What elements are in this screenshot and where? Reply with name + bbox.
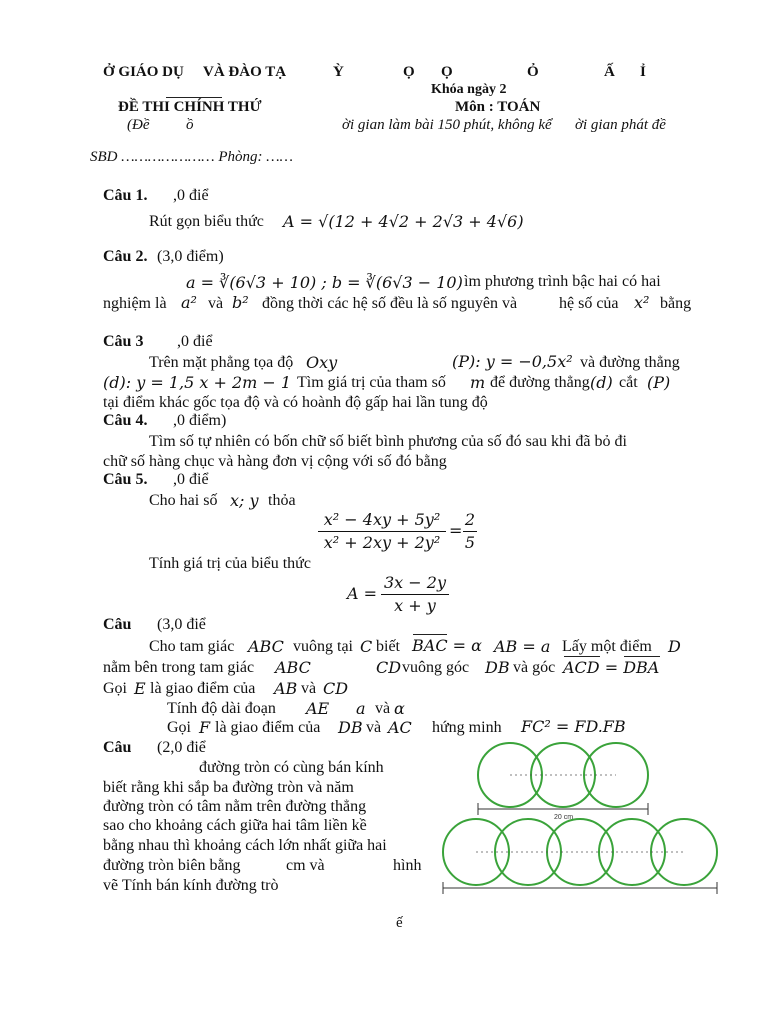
q5-line1a: Cho hai số [149, 492, 218, 509]
paren-note-o: ồ [186, 117, 194, 133]
q5-frac-den: x² + 2xy + 2y² [323, 533, 441, 552]
q5-ratio-num: 2 [464, 510, 476, 529]
q5-ratio [463, 510, 477, 553]
q2-line2b: đồng thời các hệ số đều là số nguyên và [262, 295, 518, 312]
time-note-2: ời gian phát đề [575, 117, 666, 133]
q3-line-d: (d): y = 1,5 x + 2m − 1 [103, 373, 292, 392]
header-char-1: Ỳ [333, 64, 344, 80]
q5-line1b: thỏa [268, 492, 296, 509]
page-footer: ế [396, 915, 403, 931]
q5-condition-fraction [318, 510, 446, 553]
q7-line5: bằng nhau thì khoảng cách lớn nhất giữa hai [103, 837, 387, 854]
q4-line1: Tìm số tự nhiên có bốn chữ số biết bình phương của số đó sau khi đã bỏ đi [149, 433, 627, 450]
q7-line6b: cm và [286, 857, 325, 874]
header-char-6: Ỉ [640, 64, 646, 80]
q6-db2: DB [338, 718, 363, 737]
q5-frac-num: x² − 4xy + 5y² [323, 510, 441, 529]
q1-label: Câu 1. [103, 187, 148, 204]
q6-line1d: Lấy một điểm [562, 638, 652, 655]
header-char-5: Ấ [604, 64, 615, 80]
q6-arc-dba [624, 656, 660, 657]
q7-label: Câu [103, 739, 132, 756]
q7-line6a: đường tròn biên bằng [103, 857, 241, 874]
q4-points: ,0 điểm) [173, 412, 227, 429]
q2-va: và [208, 295, 224, 312]
q2-label: Câu 2. [103, 248, 148, 265]
q6-line1c: biết [376, 638, 400, 655]
header-dept-2: VÀ ĐÀO TẠ [203, 64, 287, 80]
q5-xy: x; y [230, 491, 259, 510]
q2-tail: ìm phương trình bậc hai có hai [464, 273, 661, 290]
q5-label: Câu 5. [103, 471, 148, 488]
dimension-label-top: 20 cm [554, 814, 574, 821]
q2-line2c: hệ số của [559, 295, 619, 312]
q2-line2d: bằng [660, 295, 692, 312]
header-char-4: Ỏ [527, 64, 539, 80]
q6-d: D [668, 637, 681, 656]
course-day: Khóa ngày 2 [431, 82, 507, 97]
q2-x2: x² [634, 293, 650, 312]
q7-points: (2,0 điể [157, 739, 206, 756]
q6-db: DB [485, 658, 510, 677]
q6-angle-acd: ACD = DBA [563, 658, 660, 677]
circles-figure [432, 735, 732, 895]
q5-a-eq: A = [347, 584, 378, 603]
q6-alpha: α [394, 699, 405, 718]
q6-line4a: Tính độ dài đoạn [167, 700, 276, 717]
official-label: ĐỀ THI CHÍNH THỨ [118, 99, 262, 115]
q4-label: Câu 4. [103, 412, 148, 429]
q7-line1: đường tròn có cùng bán kính [199, 759, 384, 776]
header-underline [166, 97, 222, 98]
q6-line1b: vuông tại [293, 638, 353, 655]
q6-line2b: vuông góc [402, 659, 470, 676]
q4-line2: chữ số hàng chục và hàng đơn vị cộng với số đó bằng [103, 453, 447, 470]
q3-d: (d) [590, 373, 613, 392]
q3-parabola: (P): y = −0,5x² [452, 352, 573, 371]
q2-expression: a = ∛(6√3 + 10) ; b = ∛(6√3 − 10) [186, 273, 463, 292]
q6-ae: AE [306, 699, 330, 718]
q6-line3c: và [301, 680, 317, 697]
header-char-2: Ọ [403, 64, 415, 80]
q3-line2d: cắt [619, 374, 638, 391]
q6-ac: AC [388, 718, 412, 737]
q6-arc-bac [413, 634, 447, 635]
q6-line1a: Cho tam giác [149, 638, 235, 655]
q6-angle-bac: BAC = α [412, 636, 482, 655]
q2-line2a: nghiệm là [103, 295, 167, 312]
q6-a: a [356, 699, 366, 718]
q1-points: ,0 điể [173, 187, 209, 204]
q5-a-fraction [381, 573, 449, 616]
q6-ab2: AB [274, 679, 298, 698]
q6-label: Câu [103, 616, 132, 633]
q3-oxy: Oxy [306, 353, 338, 372]
q7-line3: đường tròn có tâm nằm trên đường thẳng [103, 798, 367, 815]
q2-a2: a² [181, 293, 197, 312]
q3-line2c: để đường thẳng [490, 374, 590, 391]
q6-ab: AB = a [494, 637, 551, 656]
q6-line3a: Gọi [103, 680, 127, 697]
q6-line4c: và [375, 700, 391, 717]
q1-expression: A = √(12 + 4√2 + 2√3 + 4√6) [283, 212, 524, 231]
q6-line2a: nằm bên trong tam giác [103, 659, 255, 676]
q2-b2: b² [232, 293, 249, 312]
q6-line2c: và góc [513, 659, 556, 676]
q6-line5c: và [366, 719, 382, 736]
q6-line5d: hứng minh [432, 719, 502, 736]
paren-note: (Đề [127, 117, 150, 133]
q7-line7: vẽ Tính bán kính đường trò [103, 877, 279, 894]
header-dept: Ở GIÁO DỤ [103, 64, 184, 80]
q7-line2: biết rằng khi sắp ba đường tròn và năm [103, 779, 354, 796]
q7-line4: sao cho khoảng cách giữa hai tâm liền kề [103, 817, 367, 834]
q5-equals: = [449, 521, 463, 540]
sbd-line: SBD ………………… Phòng: …… [90, 149, 293, 165]
q5-ratio-den: 5 [464, 533, 476, 552]
q5-points: ,0 điể [173, 471, 209, 488]
time-note: ời gian làm bài 150 phút, không kể [342, 117, 552, 133]
q6-points: (3,0 điể [157, 616, 206, 633]
q3-line1a: Trên mặt phẳng tọa độ [149, 354, 294, 371]
q6-line5b: là giao điểm của [215, 719, 321, 736]
q6-line5a: Gọi [167, 719, 191, 736]
q7-line6c: hình [393, 857, 422, 874]
subject-label: Môn : TOÁN [455, 99, 541, 115]
q6-line3b: là giao điểm của [150, 680, 256, 697]
q3-m: m [470, 373, 486, 392]
q5-a-den: x + y [394, 596, 436, 615]
q6-cd2: CD [323, 679, 349, 698]
q3-points: ,0 điể [177, 333, 213, 350]
q6-fc: FC² = FD.FB [521, 717, 626, 736]
q3-line3: tại điểm khác gốc tọa độ và có hoành độ gấp hai lần tung độ [103, 394, 488, 411]
q6-abc2: ABC [275, 658, 311, 677]
q6-cd: CD [376, 658, 402, 677]
q6-f: F [199, 718, 211, 737]
q6-arc-acd [564, 656, 600, 657]
q6-e: E [134, 679, 146, 698]
q6-c: C [360, 637, 373, 656]
q1-text: Rút gọn biểu thức [149, 213, 264, 230]
q6-abc: ABC [248, 637, 284, 656]
q5-a-num: 3x − 2y [384, 573, 446, 592]
header-char-3: Ọ [441, 64, 453, 80]
q3-p: (P) [647, 373, 671, 392]
q3-line1c: và đường thẳng [580, 354, 680, 371]
q5-line2: Tính giá trị của biểu thức [149, 555, 311, 572]
q3-line2b: Tìm giá trị của tham số [297, 374, 446, 391]
q3-label: Câu 3 [103, 333, 144, 350]
q2-points: (3,0 điểm) [157, 248, 224, 265]
